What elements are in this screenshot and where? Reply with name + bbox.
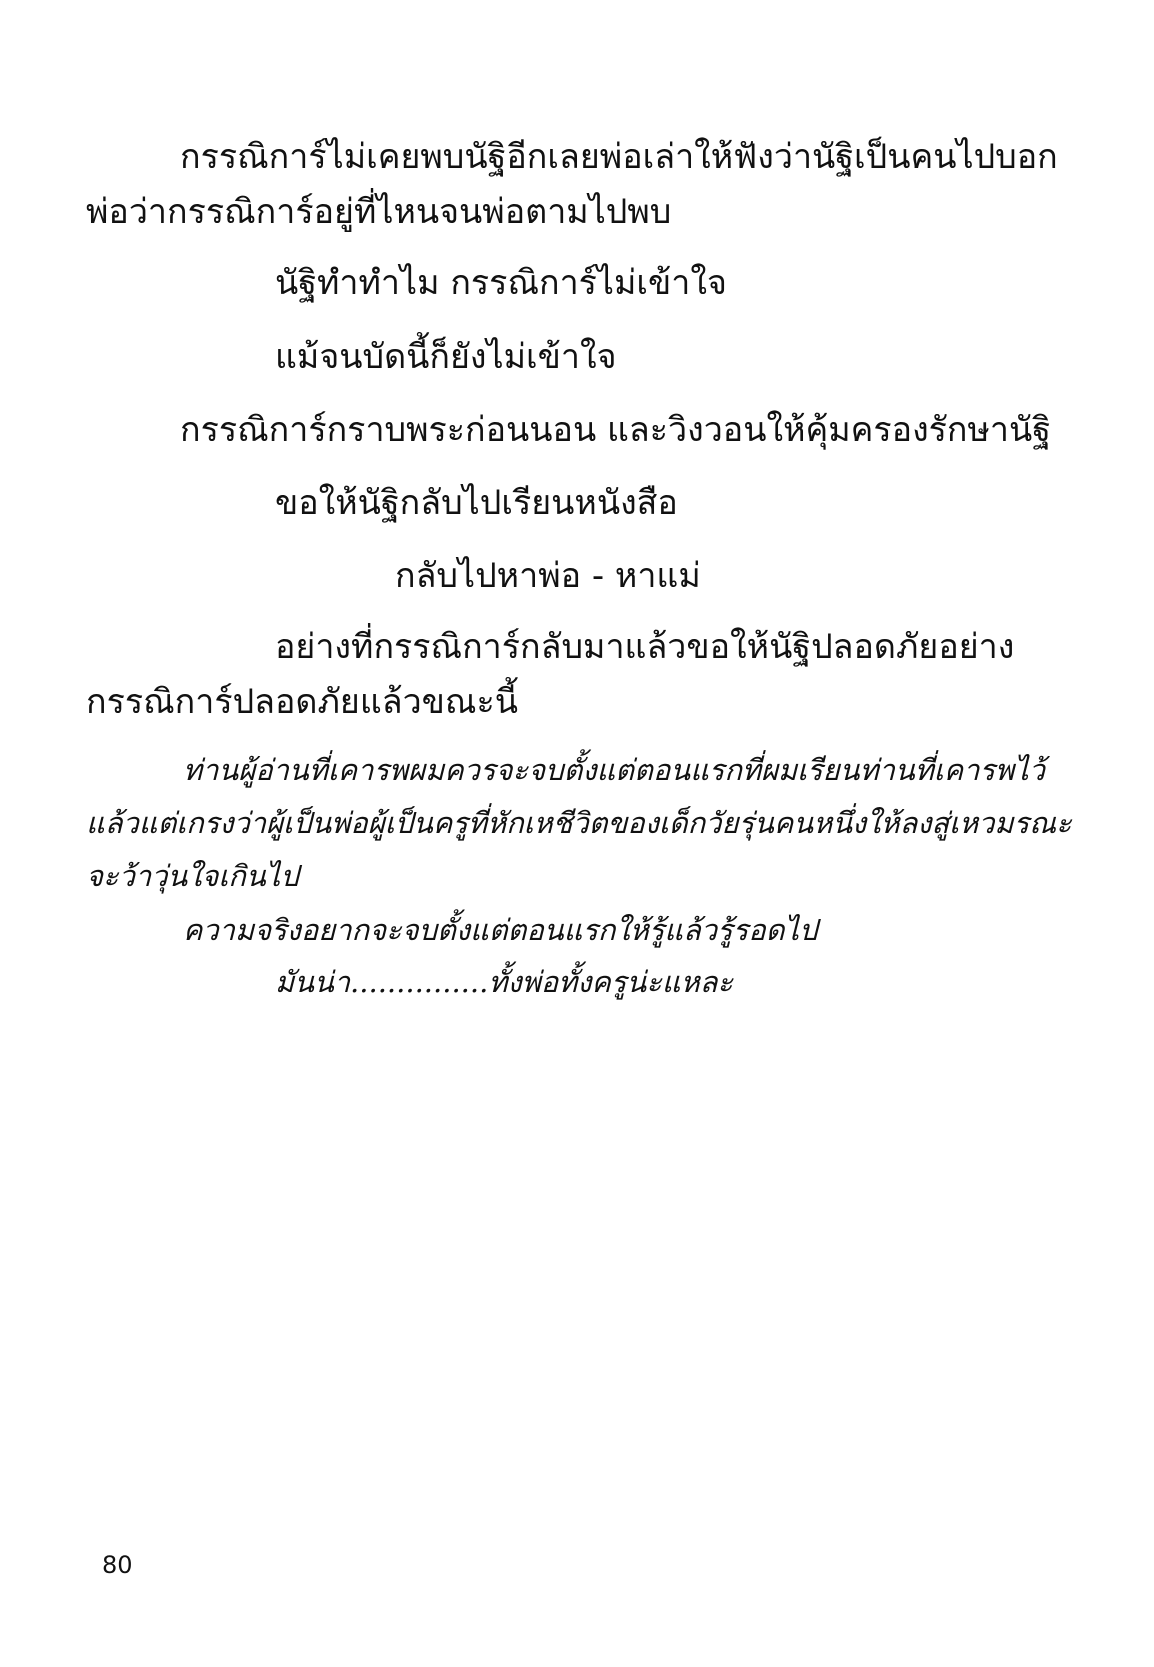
author-note-line-1 — [183, 750, 1045, 790]
paragraph-7-continuation: กรรณิการ์ปลอดภัยแล้วขณะนี้ — [86, 682, 518, 722]
paragraph-7-part-a: อย่างที่กรรณิการ์กลับมาแล้ว — [275, 627, 687, 667]
author-note-line-4: ความจริงอยากจะจบตั้งแต่ตอนแรกให้รู้แล้วรู้รอดไป — [183, 913, 818, 947]
paragraph-5: ขอให้นัฐิกลับไปเรียนหนังสือ — [275, 483, 678, 523]
author-note-line-1-a: ท่านผู้อ่านที่เคารพ — [183, 753, 409, 787]
author-note-line-1-c: ตั้งแต่ตอนแรกที่ผมเรียนท่านที่เคารพไว้ — [563, 753, 1045, 787]
paragraph-7-part-b: ขอให้นัฐิปลอดภัยอย่าง — [686, 627, 1015, 667]
paragraph-1-continuation: พ่อว่ากรรณิการ์อยู่ที่ไหนจนพ่อตามไปพบ — [86, 192, 672, 232]
author-note-line-5: มันน่า...............ทั้งพ่อทั้งครูน่ะแหละ — [275, 965, 733, 999]
author-note-line-2-b: แต่เกรงว่าผู้เป็นพ่อ — [138, 806, 368, 840]
page-number: 80 — [102, 1551, 133, 1579]
author-note-line-2 — [86, 803, 1072, 843]
paragraph-7 — [275, 625, 1015, 669]
paragraph-1-part-b: พ่อเล่าให้ฟังว่านัฐิเป็นคนไปบอก — [599, 137, 1058, 177]
paragraph-1 — [180, 135, 1058, 179]
paragraph-1-part-a: กรรณิการ์ไม่เคยพบนัฐิอีกเลย — [180, 137, 600, 177]
author-note-line-2-a: แล้ว — [86, 806, 139, 840]
paragraph-6: กลับไปหาพ่อ - หาแม่ — [395, 556, 701, 596]
paragraph-2: นัฐิทำทำไม กรรณิการ์ไม่เข้าใจ — [275, 263, 727, 303]
paragraph-4: กรรณิการ์กราบพระก่อนนอน และวิงวอนให้คุ้มครองรักษานัฐิ — [180, 410, 1052, 450]
author-note-line-2-c: ผู้เป็นครูที่หักเหชีวิตของเด็กวัยรุ่นคนหนึ่งให้ลงสู่เหวมรณะ — [367, 806, 1072, 840]
author-note-line-3: จะว้าวุ่นใจเกินไป — [86, 859, 299, 893]
author-note-line-1-b: ผมควรจะจบ — [408, 753, 564, 787]
paragraph-3: แม้จนบัดนี้ก็ยังไม่เข้าใจ — [275, 337, 617, 377]
